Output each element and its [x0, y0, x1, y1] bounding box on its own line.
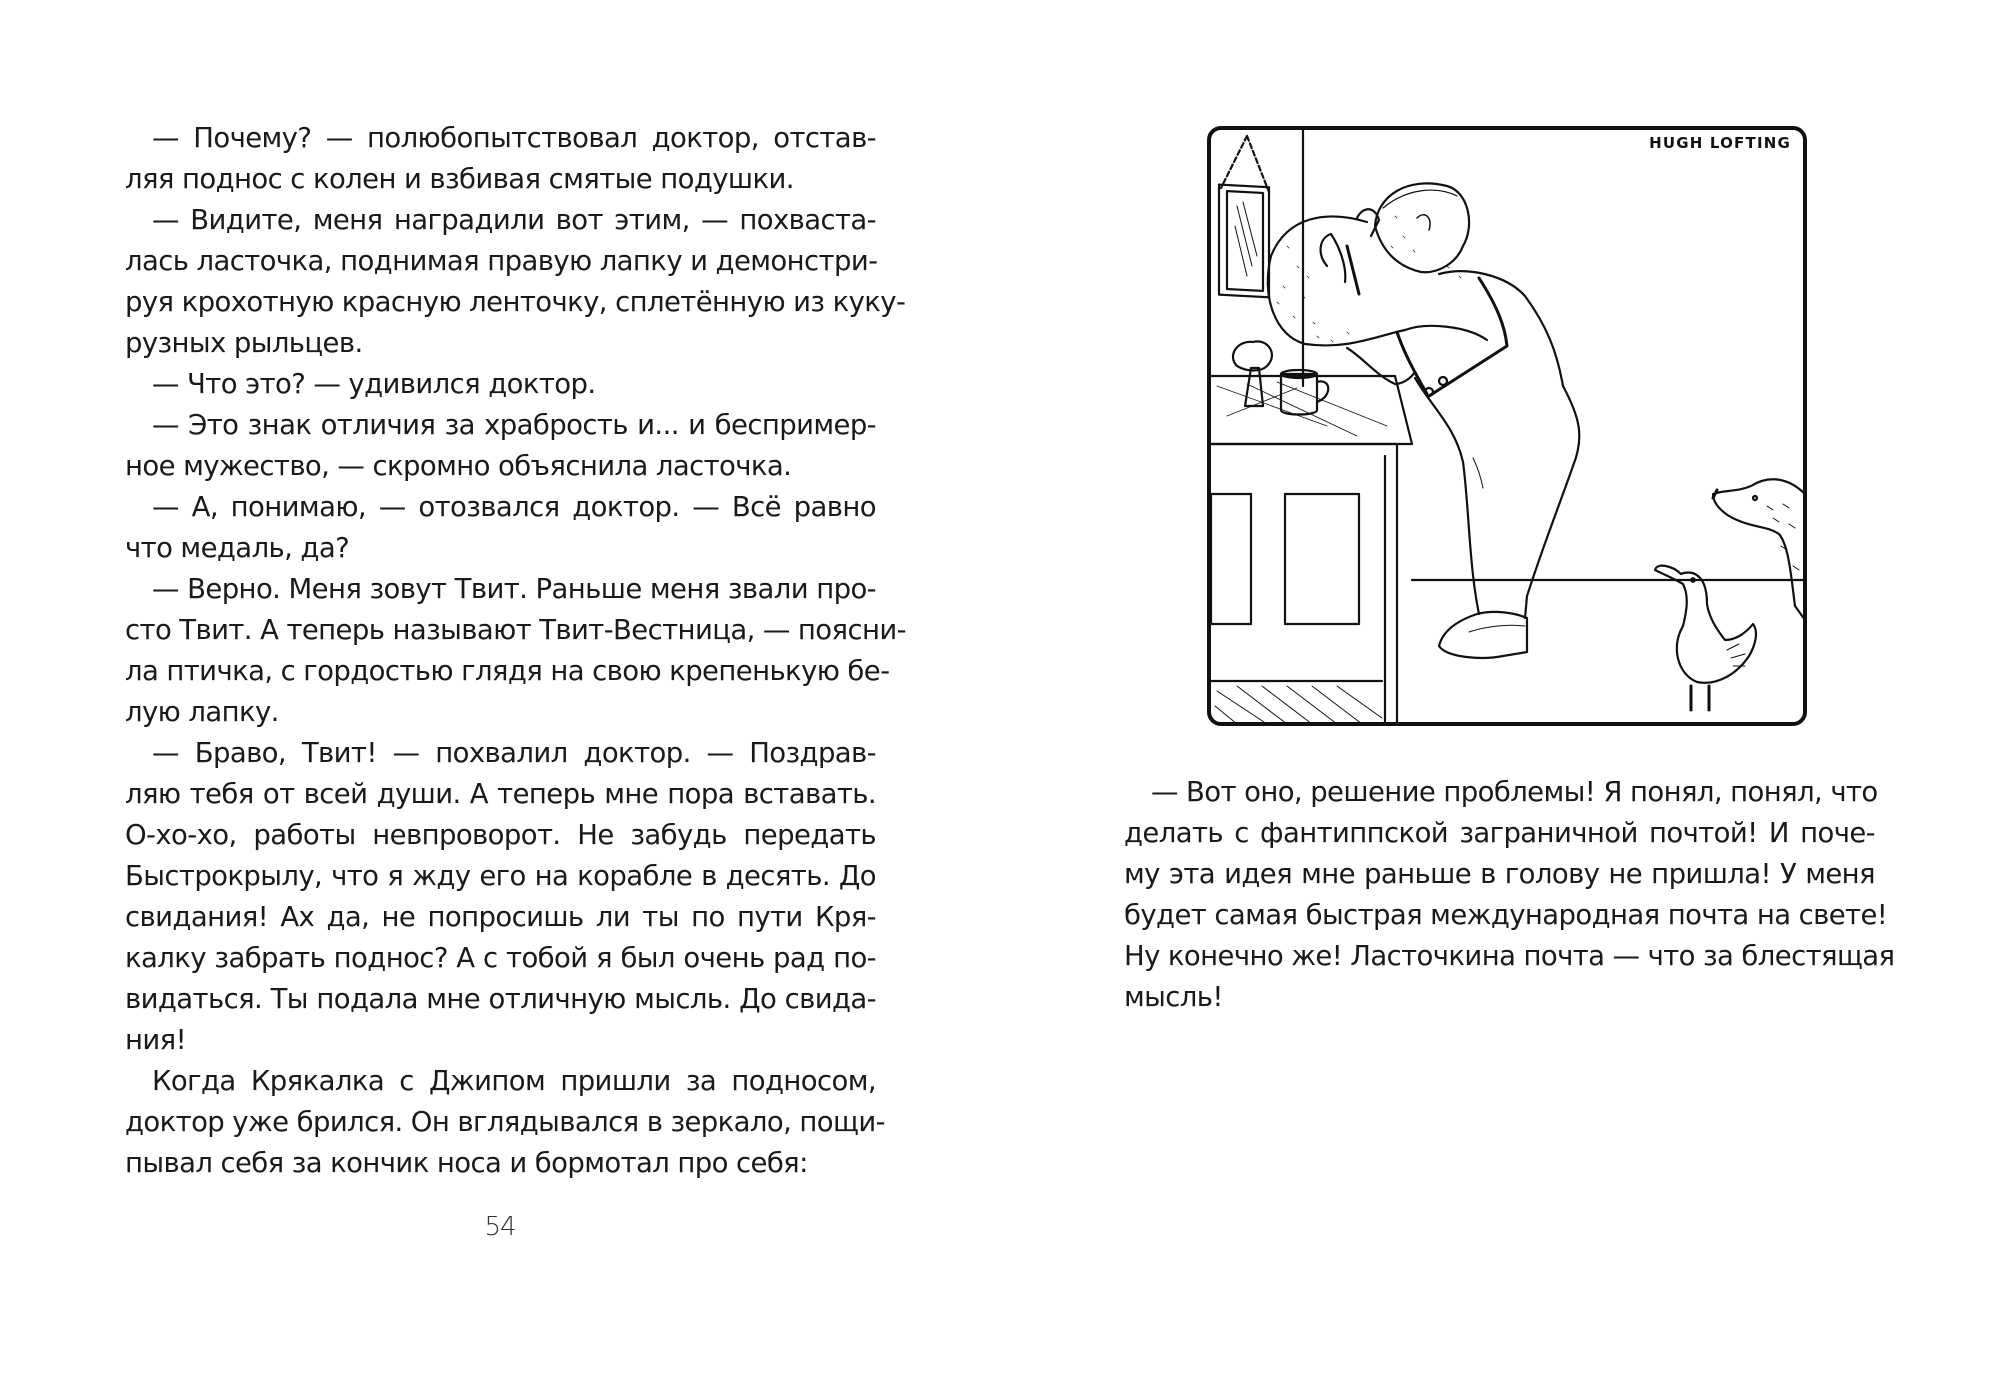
- text-line: калку забрать поднос? А с тобой я был очень рад по-: [125, 942, 876, 974]
- text-line: — Видите, меня наградили вот этим, — похваста-: [152, 204, 876, 236]
- page-number: 54: [484, 1212, 516, 1242]
- text-line: сто Твит. А теперь называют Твит-Вестница, — поясни-: [125, 614, 906, 646]
- left-page-text: [125, 118, 906, 1184]
- text-line: пывал себя за кончик носа и бормотал про себя:: [125, 1147, 808, 1179]
- text-line: что медаль, да?: [125, 532, 350, 564]
- text-line: будет самая быстрая международная почта на свете!: [1124, 899, 1888, 931]
- text-line: ное мужество, — скромно объяснила ласточка.: [125, 450, 792, 482]
- text-line: свидания! Ах да, не попросишь ли ты по пути Кря-: [125, 901, 876, 933]
- text-line: лую лапку.: [125, 696, 279, 728]
- shaving-brush-icon: [1233, 341, 1272, 406]
- illustration-frame: [1209, 128, 1805, 724]
- cabinet-drawing: [1211, 376, 1412, 724]
- text-line: — Вот оно, решение проблемы! Я понял, понял, что: [1151, 776, 1878, 808]
- duck-dabdab-drawing: [1655, 566, 1756, 710]
- text-line: — Это знак отличия за храбрость и... и беспример-: [152, 409, 876, 441]
- text-line: — А, понимаю, — отозвался доктор. — Всё равно: [152, 491, 876, 523]
- text-line: лась ласточка, поднимая правую лапку и демонстри-: [125, 245, 878, 277]
- text-line: мысль!: [1124, 981, 1223, 1013]
- illustration-drawing: [1207, 126, 1807, 726]
- text-line: ляя поднос с колен и взбивая смятые подушки.: [125, 163, 794, 195]
- text-line: видаться. Ты подала мне отличную мысль. До свида-: [125, 983, 876, 1015]
- text-line: — Верно. Меня зовут Твит. Раньше меня звали про-: [152, 573, 876, 605]
- text-line: — Что это? — удивился доктор.: [152, 368, 596, 400]
- text-line: руя крохотную красную ленточку, сплетённую из куку-: [125, 286, 906, 318]
- text-line: рузных рыльцев.: [125, 327, 363, 359]
- text-line: ния!: [125, 1024, 187, 1056]
- text-line: — Почему? — полюбопытствовал доктор, отстав-: [152, 122, 876, 154]
- text-line: — Браво, Твит! — похвалил доктор. — Поздрав-: [152, 737, 876, 769]
- mirror-icon: [1219, 136, 1269, 297]
- text-line: доктор уже брился. Он вглядывался в зеркало, пощи-: [125, 1106, 885, 1138]
- text-line: ляю тебя от всей души. А теперь мне пора вставать.: [125, 778, 876, 810]
- text-line: делать с фантиппской заграничной почтой! И поче-: [1124, 817, 1875, 849]
- text-line: Когда Крякалка с Джипом пришли за подносом,: [152, 1065, 876, 1097]
- right-page-text: [1124, 772, 1895, 1018]
- text-line: О-хо-хо, работы невпроворот. Не забудь передать: [125, 819, 876, 851]
- text-line: ла птичка, с гордостью глядя на свою крепенькую бе-: [125, 655, 890, 687]
- text-line: му эта идея мне раньше в голову не пришла! У меня: [1124, 858, 1875, 890]
- text-line: Быстрокрылу, что я жду его на корабле в десять. До: [125, 860, 876, 892]
- text-line: Ну конечно же! Ласточкина почта — что за блестящая: [1124, 940, 1895, 972]
- doctor-figure: [1268, 183, 1580, 657]
- dog-jip-drawing: [1713, 479, 1805, 620]
- doctor-shaving-illustration: [1207, 126, 1807, 726]
- illustration-signature: HUGH LOFTING: [1649, 134, 1791, 152]
